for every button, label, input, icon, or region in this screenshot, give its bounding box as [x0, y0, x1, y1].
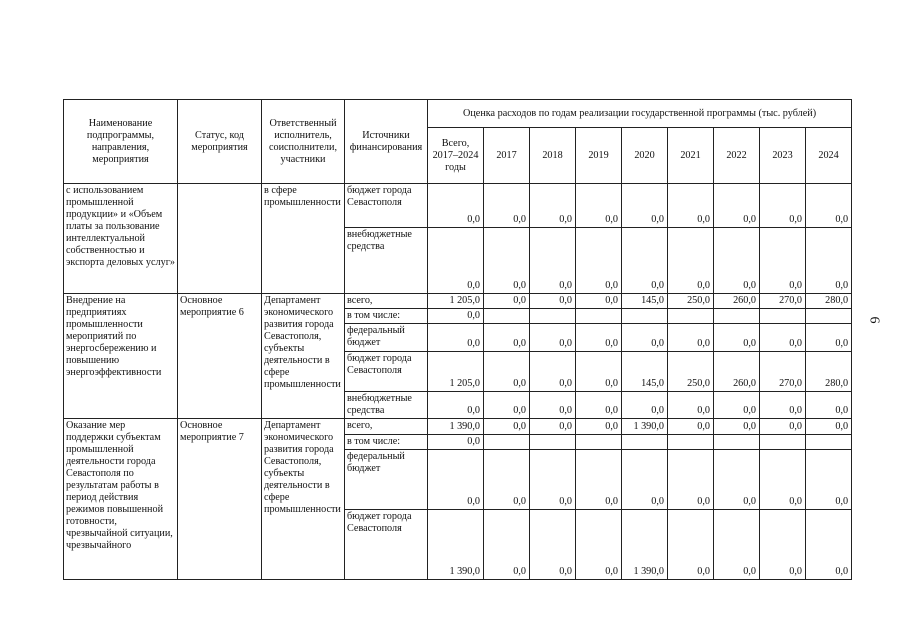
year-value-cell: 0,0 — [576, 392, 622, 419]
measure-status-cell — [178, 184, 262, 294]
year-value-cell: 0,0 — [530, 392, 576, 419]
year-value-cell: 0,0 — [806, 392, 852, 419]
year-value-cell — [668, 309, 714, 324]
page-number: 6 — [866, 316, 882, 324]
year-value-cell: 0,0 — [714, 510, 760, 580]
year-value-cell: 0,0 — [668, 510, 714, 580]
year-value-cell: 0,0 — [622, 450, 668, 510]
total-value-cell: 0,0 — [428, 324, 484, 352]
measure-name-cell: Оказание мер поддержки субъектам промышленной деятельности города Севастополя по результатам работы в период действия режимов повышенной готовности, чрезвычайной ситуации, чрезвычайного — [64, 419, 178, 580]
year-value-cell: 0,0 — [576, 324, 622, 352]
year-value-cell: 0,0 — [576, 450, 622, 510]
year-value-cell: 0,0 — [668, 450, 714, 510]
year-value-cell — [760, 309, 806, 324]
year-value-cell: 0,0 — [714, 392, 760, 419]
total-value-cell: 0,0 — [428, 392, 484, 419]
table-header — [64, 100, 852, 184]
year-value-cell — [530, 435, 576, 450]
year-value-cell — [576, 309, 622, 324]
year-value-cell: 145,0 — [622, 294, 668, 309]
year-value-cell — [714, 435, 760, 450]
header-year: 2017 — [484, 128, 530, 184]
year-value-cell: 0,0 — [668, 184, 714, 228]
year-value-cell: 0,0 — [484, 352, 530, 392]
header-year: 2024 — [806, 128, 852, 184]
table-row — [64, 294, 852, 309]
year-value-cell: 0,0 — [622, 228, 668, 294]
year-value-cell: 0,0 — [714, 228, 760, 294]
header-year: 2023 — [760, 128, 806, 184]
year-value-cell: 0,0 — [576, 294, 622, 309]
year-value-cell: 0,0 — [484, 228, 530, 294]
year-value-cell: 0,0 — [576, 510, 622, 580]
total-value-cell: 1 205,0 — [428, 294, 484, 309]
source-cell: внебюджетные средства — [345, 228, 428, 294]
year-value-cell: 0,0 — [576, 184, 622, 228]
year-value-cell — [806, 309, 852, 324]
year-value-cell: 0,0 — [530, 450, 576, 510]
year-value-cell: 0,0 — [530, 352, 576, 392]
year-value-cell — [668, 435, 714, 450]
source-cell: федеральный бюджет — [345, 450, 428, 510]
year-value-cell: 0,0 — [530, 324, 576, 352]
year-value-cell: 0,0 — [530, 510, 576, 580]
year-value-cell: 0,0 — [530, 184, 576, 228]
year-value-cell: 0,0 — [576, 228, 622, 294]
source-cell: в том числе: — [345, 435, 428, 450]
year-value-cell: 0,0 — [668, 392, 714, 419]
total-value-cell: 0,0 — [428, 450, 484, 510]
year-value-cell — [806, 435, 852, 450]
year-value-cell: 280,0 — [806, 352, 852, 392]
source-cell: внебюджетные средства — [345, 392, 428, 419]
source-cell: бюджет города Севастополя — [345, 352, 428, 392]
year-value-cell: 0,0 — [622, 324, 668, 352]
year-value-cell: 0,0 — [760, 228, 806, 294]
responsible-cell: Департамент экономического развития города Севастополя, субъекты деятельности в сфере промышленности — [262, 419, 345, 580]
year-value-cell: 0,0 — [760, 392, 806, 419]
header-total: Всего, 2017–2024 годы — [428, 128, 484, 184]
year-value-cell: 0,0 — [760, 184, 806, 228]
year-value-cell: 270,0 — [760, 294, 806, 309]
source-cell: всего, — [345, 419, 428, 435]
year-value-cell — [714, 309, 760, 324]
year-value-cell: 0,0 — [622, 184, 668, 228]
total-value-cell: 0,0 — [428, 184, 484, 228]
total-value-cell: 0,0 — [428, 309, 484, 324]
year-value-cell — [484, 309, 530, 324]
header-year: 2018 — [530, 128, 576, 184]
header-responsible: Ответственный исполнитель, соисполнители, участники — [262, 100, 345, 184]
year-value-cell: 0,0 — [484, 510, 530, 580]
year-value-cell — [622, 309, 668, 324]
year-value-cell: 0,0 — [760, 419, 806, 435]
total-value-cell: 0,0 — [428, 435, 484, 450]
source-cell: всего, — [345, 294, 428, 309]
total-value-cell: 1 390,0 — [428, 510, 484, 580]
total-value-cell: 1 205,0 — [428, 352, 484, 392]
year-value-cell: 0,0 — [760, 450, 806, 510]
year-value-cell: 0,0 — [484, 392, 530, 419]
source-cell: бюджет города Севастополя — [345, 184, 428, 228]
year-value-cell: 0,0 — [530, 228, 576, 294]
year-value-cell: 0,0 — [806, 510, 852, 580]
year-value-cell: 270,0 — [760, 352, 806, 392]
year-value-cell — [576, 435, 622, 450]
header-year: 2020 — [622, 128, 668, 184]
source-cell: бюджет города Севастополя — [345, 510, 428, 580]
header-year: 2021 — [668, 128, 714, 184]
year-value-cell: 0,0 — [806, 419, 852, 435]
measure-name-cell: с использованием промышленной продукции» и «Объем платы за пользование интеллектуальной собственностью и экспорта деловых услуг» — [64, 184, 178, 294]
header-estimate: Оценка расходов по годам реализации государственной программы (тыс. рублей) — [428, 100, 852, 128]
year-value-cell: 250,0 — [668, 352, 714, 392]
responsible-cell: в сфере промышленности — [262, 184, 345, 294]
year-value-cell: 0,0 — [484, 324, 530, 352]
year-value-cell — [484, 435, 530, 450]
header-year: 2019 — [576, 128, 622, 184]
year-value-cell: 0,0 — [484, 184, 530, 228]
measure-status-cell: Основное мероприятие 6 — [178, 294, 262, 419]
year-value-cell: 0,0 — [806, 228, 852, 294]
year-value-cell: 0,0 — [806, 324, 852, 352]
table-body — [64, 184, 852, 580]
year-value-cell — [760, 435, 806, 450]
year-value-cell: 0,0 — [668, 228, 714, 294]
year-value-cell: 0,0 — [530, 419, 576, 435]
year-value-cell: 0,0 — [576, 352, 622, 392]
year-value-cell — [530, 309, 576, 324]
year-value-cell: 0,0 — [484, 294, 530, 309]
year-value-cell: 0,0 — [622, 392, 668, 419]
measure-name-cell: Внедрение на предприятиях промышленности мероприятий по энергосбережению и повышению энергоэффективности — [64, 294, 178, 419]
year-value-cell: 0,0 — [530, 294, 576, 309]
total-value-cell: 1 390,0 — [428, 419, 484, 435]
year-value-cell: 0,0 — [806, 450, 852, 510]
year-value-cell: 260,0 — [714, 352, 760, 392]
year-value-cell — [622, 435, 668, 450]
year-value-cell: 260,0 — [714, 294, 760, 309]
year-value-cell: 0,0 — [806, 184, 852, 228]
table-row — [64, 184, 852, 228]
year-value-cell: 250,0 — [668, 294, 714, 309]
year-value-cell: 0,0 — [760, 324, 806, 352]
responsible-cell: Департамент экономического развития города Севастополя, субъекты деятельности в сфере промышленности — [262, 294, 345, 419]
year-value-cell: 0,0 — [760, 510, 806, 580]
header-year: 2022 — [714, 128, 760, 184]
total-value-cell: 0,0 — [428, 228, 484, 294]
source-cell: в том числе: — [345, 309, 428, 324]
year-value-cell: 0,0 — [714, 450, 760, 510]
header-name: Наименование подпрограммы, направления, мероприятия — [64, 100, 178, 184]
table-row — [64, 419, 852, 435]
measure-status-cell: Основное мероприятие 7 — [178, 419, 262, 580]
year-value-cell: 1 390,0 — [622, 510, 668, 580]
year-value-cell: 0,0 — [484, 419, 530, 435]
year-value-cell: 0,0 — [668, 419, 714, 435]
financing-table — [63, 99, 852, 580]
source-cell: федеральный бюджет — [345, 324, 428, 352]
year-value-cell: 145,0 — [622, 352, 668, 392]
year-value-cell: 0,0 — [668, 324, 714, 352]
year-value-cell: 0,0 — [484, 450, 530, 510]
year-value-cell: 0,0 — [576, 419, 622, 435]
year-value-cell: 0,0 — [714, 419, 760, 435]
header-sources: Источники финансирования — [345, 100, 428, 184]
year-value-cell: 0,0 — [714, 324, 760, 352]
year-value-cell: 1 390,0 — [622, 419, 668, 435]
header-status: Статус, код мероприятия — [178, 100, 262, 184]
year-value-cell: 280,0 — [806, 294, 852, 309]
year-value-cell: 0,0 — [714, 184, 760, 228]
